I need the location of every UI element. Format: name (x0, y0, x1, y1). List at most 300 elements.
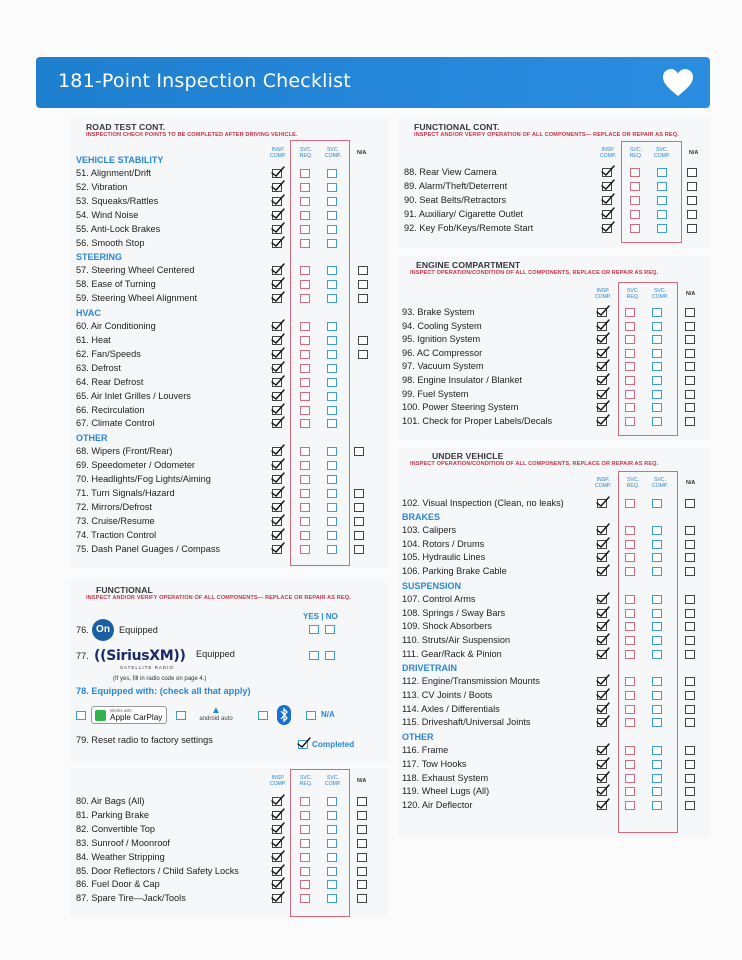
svc-req-checkbox[interactable] (625, 308, 635, 317)
checklist-item-label: 94. Cooling System (402, 320, 482, 331)
svc-columns-frame (618, 282, 678, 436)
check-mark-icon (271, 513, 285, 525)
na-checkbox[interactable] (687, 210, 697, 219)
svc-comp-checkbox[interactable] (327, 336, 337, 345)
check-mark-icon (596, 673, 610, 685)
col-header-na: N/A (357, 150, 367, 156)
na-checkbox[interactable] (357, 894, 367, 903)
na-checkbox[interactable] (358, 336, 368, 345)
na-checkbox[interactable] (685, 650, 695, 659)
svc-comp-checkbox[interactable] (652, 760, 662, 769)
svc-req-checkbox[interactable] (300, 825, 310, 834)
checklist-item-label: 116. Frame (402, 745, 449, 756)
svc-req-checkbox[interactable] (300, 336, 310, 345)
col-header-svc-comp: SVC. COMP. (324, 775, 342, 787)
item-77-yes-checkbox[interactable] (309, 651, 319, 660)
check-mark-icon (271, 443, 285, 455)
na-checkbox[interactable] (685, 390, 695, 399)
svc-comp-checkbox[interactable] (327, 797, 337, 806)
checklist-item-label: 104. Rotors / Drums (402, 538, 485, 549)
checklist-item-label: 92. Key Fob/Keys/Remote Start (404, 222, 534, 233)
na-checkbox[interactable] (357, 797, 367, 806)
svc-comp-checkbox[interactable] (652, 595, 662, 604)
checklist-item-label: 85. Door Reflectors / Child Safety Locks (76, 865, 239, 876)
svc-req-checkbox[interactable] (625, 622, 635, 631)
na-checkbox[interactable] (357, 867, 367, 876)
na-checkbox[interactable] (685, 636, 695, 645)
na-checkbox[interactable] (687, 224, 697, 233)
check-mark-icon (271, 332, 285, 344)
na-checkbox[interactable] (685, 760, 695, 769)
na-checkbox[interactable] (358, 280, 368, 289)
check-mark-icon (271, 290, 285, 302)
check-mark-icon (271, 457, 285, 469)
na-checkbox[interactable] (354, 489, 364, 498)
check-mark-icon (596, 783, 610, 795)
item-77-label: Equipped (196, 649, 235, 659)
check-mark-icon (596, 797, 610, 809)
svc-comp-checkbox[interactable] (327, 294, 337, 303)
svc-req-checkbox[interactable] (300, 350, 310, 359)
checklist-item-label: 119. Wheel Lugs (All) (402, 786, 490, 797)
checklist-item-label: 91. Auxiliary/ Cigarette Outlet (404, 208, 523, 219)
svc-req-checkbox[interactable] (625, 376, 635, 385)
svc-req-checkbox[interactable] (625, 526, 635, 535)
na-checkbox[interactable] (685, 376, 695, 385)
svc-comp-checkbox[interactable] (327, 378, 337, 387)
svc-comp-checkbox[interactable] (327, 169, 337, 178)
svc-req-checkbox[interactable] (625, 595, 635, 604)
na-checkbox[interactable] (685, 403, 695, 412)
check-mark-icon (271, 374, 285, 386)
svc-comp-checkbox[interactable] (652, 567, 662, 576)
svc-req-checkbox[interactable] (300, 811, 310, 820)
na-checkbox[interactable] (685, 349, 695, 358)
svc-comp-checkbox[interactable] (327, 239, 337, 248)
check-mark-icon (596, 318, 610, 330)
checklist-item-label: 71. Turn Signals/Hazard (76, 488, 175, 498)
check-mark-icon (271, 471, 285, 483)
svc-comp-checkbox[interactable] (652, 801, 662, 810)
svc-req-checkbox[interactable] (625, 609, 635, 618)
category-heading: STEERING (76, 252, 123, 263)
svc-comp-checkbox[interactable] (657, 168, 667, 177)
svc-req-checkbox[interactable] (625, 677, 635, 686)
svc-comp-checkbox[interactable] (327, 811, 337, 820)
category-heading: HVAC (76, 308, 101, 319)
svc-req-checkbox[interactable] (300, 545, 310, 554)
checklist-item-label: 112. Engine/Transmission Mounts (402, 676, 540, 687)
item-76-label: Equipped (119, 625, 158, 635)
svc-comp-checkbox[interactable] (327, 364, 337, 373)
svc-comp-checkbox[interactable] (652, 540, 662, 549)
checklist-item-label: 65. Air Inlet Grilles / Louvers (76, 390, 191, 401)
col-header-na: N/A (686, 480, 696, 486)
checklist-item-label: 82. Convertible Top (76, 823, 155, 834)
svc-req-checkbox[interactable] (300, 419, 310, 428)
svc-comp-checkbox[interactable] (652, 609, 662, 618)
svc-req-checkbox[interactable] (630, 210, 640, 219)
svc-comp-checkbox[interactable] (652, 526, 662, 535)
svc-comp-checkbox[interactable] (652, 390, 662, 399)
item-76-no-checkbox[interactable] (325, 625, 335, 634)
checklist-item-label: 74. Traction Control (76, 529, 157, 540)
check-mark-icon (271, 388, 285, 400)
svc-req-checkbox[interactable] (300, 853, 310, 862)
svc-comp-checkbox[interactable] (327, 266, 337, 275)
na-checkbox[interactable] (685, 526, 695, 535)
svc-comp-checkbox[interactable] (652, 774, 662, 783)
svc-req-checkbox[interactable] (300, 183, 310, 192)
svc-comp-checkbox[interactable] (652, 499, 662, 508)
check-mark-icon (596, 358, 610, 370)
page-title: 181-Point Inspection Checklist (58, 70, 351, 92)
na-checkbox[interactable] (685, 705, 695, 714)
svc-req-checkbox[interactable] (630, 182, 640, 191)
na-checkbox[interactable] (358, 294, 368, 303)
svc-comp-checkbox[interactable] (657, 196, 667, 205)
check-mark-icon (596, 536, 610, 548)
svc-req-checkbox[interactable] (300, 489, 310, 498)
svc-comp-checkbox[interactable] (327, 225, 337, 234)
check-mark-icon (596, 701, 610, 713)
svc-comp-checkbox[interactable] (327, 197, 337, 206)
svc-comp-checkbox[interactable] (327, 825, 337, 834)
carplay-small-label: Works with (110, 708, 132, 713)
svc-req-checkbox[interactable] (300, 461, 310, 470)
na-checkbox[interactable] (357, 825, 367, 834)
svc-comp-checkbox[interactable] (652, 403, 662, 412)
category-heading: OTHER (76, 433, 108, 444)
svc-comp-checkbox[interactable] (327, 489, 337, 498)
svc-comp-checkbox[interactable] (327, 545, 337, 554)
na-checkbox[interactable] (685, 567, 695, 576)
svc-comp-checkbox[interactable] (652, 705, 662, 714)
section-title-under: UNDER VEHICLE (432, 451, 504, 461)
check-mark-icon (271, 485, 285, 497)
svc-req-checkbox[interactable] (300, 266, 310, 275)
svc-comp-checkbox[interactable] (652, 417, 662, 426)
checklist-item-label: 56. Smooth Stop (76, 237, 145, 248)
svc-comp-checkbox[interactable] (652, 308, 662, 317)
bluetooth-checkbox[interactable] (258, 711, 268, 720)
svc-comp-checkbox[interactable] (652, 622, 662, 631)
svc-comp-checkbox[interactable] (652, 718, 662, 727)
na-checkbox[interactable] (685, 774, 695, 783)
svc-req-checkbox[interactable] (625, 705, 635, 714)
section-subtitle-road-test: INSPECTION CHECK POINTS TO BE COMPLETED AFTER DRIVING VEHICLE. (86, 132, 298, 138)
svc-comp-checkbox[interactable] (652, 650, 662, 659)
na-checkbox[interactable] (685, 718, 695, 727)
col-header-svc-comp: SVC. COMP. (651, 477, 669, 489)
check-mark-icon (271, 179, 285, 191)
svc-req-checkbox[interactable] (300, 280, 310, 289)
checklist-item-label: 84. Weather Stripping (76, 851, 165, 862)
svc-req-checkbox[interactable] (300, 447, 310, 456)
checklist-item-label: 62. Fan/Speeds (76, 348, 141, 359)
svc-comp-checkbox[interactable] (652, 787, 662, 796)
na-checkbox[interactable] (354, 503, 364, 512)
svc-comp-checkbox[interactable] (327, 419, 337, 428)
checklist-item-label: 108. Springs / Sway Bars (402, 607, 506, 618)
checklist-item-label: 113. CV Joints / Boots (402, 690, 493, 700)
svc-req-checkbox[interactable] (625, 650, 635, 659)
svc-comp-checkbox[interactable] (652, 746, 662, 755)
svc-comp-checkbox[interactable] (327, 517, 337, 526)
svc-req-checkbox[interactable] (300, 406, 310, 415)
svc-req-checkbox[interactable] (300, 378, 310, 387)
na-checkbox[interactable] (357, 880, 367, 889)
svc-req-checkbox[interactable] (630, 224, 640, 233)
svc-req-checkbox[interactable] (625, 801, 635, 810)
col-header-insp: INSP. COMP. (269, 147, 287, 159)
checklist-item-label: 69. Speedometer / Odometer (76, 460, 195, 471)
na-checkbox[interactable] (354, 545, 364, 554)
svc-req-checkbox[interactable] (625, 335, 635, 344)
carplay-label: Apple CarPlay (110, 713, 163, 722)
svc-comp-checkbox[interactable] (327, 503, 337, 512)
check-mark-icon (596, 304, 610, 316)
svc-comp-checkbox[interactable] (652, 322, 662, 331)
svc-req-checkbox[interactable] (625, 636, 635, 645)
android-auto-icon: ▲ (211, 705, 221, 716)
svc-comp-checkbox[interactable] (327, 867, 337, 876)
na-checkbox[interactable] (685, 308, 695, 317)
svc-req-checkbox[interactable] (625, 774, 635, 783)
svc-req-checkbox[interactable] (300, 197, 310, 206)
na-checkbox[interactable] (354, 531, 364, 540)
section-title-functional-cont: FUNCTIONAL CONT. (414, 122, 500, 132)
na-checkbox[interactable] (358, 266, 368, 275)
svc-req-checkbox[interactable] (625, 322, 635, 331)
item-76-yes-checkbox[interactable] (309, 625, 319, 634)
svc-comp-checkbox[interactable] (327, 211, 337, 220)
checklist-item-label: 80. Air Bags (All) (76, 796, 145, 806)
na-checkbox[interactable] (357, 853, 367, 862)
svc-comp-checkbox[interactable] (657, 224, 667, 233)
check-mark-icon (601, 206, 615, 218)
check-mark-icon (271, 890, 285, 902)
item-77-no-checkbox[interactable] (325, 651, 335, 660)
svc-comp-checkbox[interactable] (327, 839, 337, 848)
na-checkbox[interactable] (685, 417, 695, 426)
svc-req-checkbox[interactable] (300, 839, 310, 848)
radio-code-note: (If yes, fill in radio code on page 4.) (113, 676, 207, 682)
svc-req-checkbox[interactable] (300, 797, 310, 806)
carplay-checkbox[interactable] (76, 711, 86, 720)
col-header-na: N/A (686, 291, 696, 297)
svc-req-checkbox[interactable] (300, 364, 310, 373)
svc-req-checkbox[interactable] (300, 225, 310, 234)
check-mark-icon (601, 178, 615, 190)
category-heading: OTHER (402, 732, 434, 743)
section-title-road-test: ROAD TEST CONT. (86, 122, 166, 132)
svc-req-checkbox[interactable] (630, 196, 640, 205)
item-76-number: 76. (76, 625, 89, 635)
svc-req-checkbox[interactable] (300, 880, 310, 889)
na-checkbox[interactable] (687, 182, 697, 191)
na-checkbox[interactable] (358, 350, 368, 359)
svc-comp-checkbox[interactable] (652, 636, 662, 645)
svc-req-checkbox[interactable] (300, 894, 310, 903)
check-mark-icon (601, 220, 615, 232)
na-checkbox[interactable] (357, 811, 367, 820)
svc-req-checkbox[interactable] (300, 239, 310, 248)
svc-comp-checkbox[interactable] (327, 322, 337, 331)
svc-req-checkbox[interactable] (300, 294, 310, 303)
na-checkbox[interactable] (685, 691, 695, 700)
svc-comp-checkbox[interactable] (327, 392, 337, 401)
svc-req-checkbox[interactable] (625, 691, 635, 700)
svc-req-checkbox[interactable] (300, 392, 310, 401)
check-mark-icon (271, 835, 285, 847)
svc-req-checkbox[interactable] (300, 475, 310, 484)
section-title-functional: FUNCTIONAL (96, 585, 153, 595)
svc-comp-checkbox[interactable] (327, 406, 337, 415)
svc-req-checkbox[interactable] (625, 349, 635, 358)
svc-columns-frame (290, 769, 350, 917)
svc-comp-checkbox[interactable] (327, 894, 337, 903)
na-checkbox[interactable] (357, 839, 367, 848)
bluetooth-icon (277, 705, 291, 725)
na-checkbox[interactable] (685, 801, 695, 810)
svc-comp-checkbox[interactable] (652, 677, 662, 686)
check-mark-icon (596, 605, 610, 617)
check-mark-icon (271, 262, 285, 274)
na-checkbox[interactable] (685, 362, 695, 371)
carplay-icon (95, 710, 106, 721)
check-mark-icon (271, 402, 285, 414)
svc-comp-checkbox[interactable] (657, 182, 667, 191)
svc-req-checkbox[interactable] (625, 718, 635, 727)
svc-req-checkbox[interactable] (300, 531, 310, 540)
na-checkbox[interactable] (685, 787, 695, 796)
check-mark-icon (271, 821, 285, 833)
na-checkbox[interactable] (685, 622, 695, 631)
svc-req-checkbox[interactable] (300, 322, 310, 331)
na-checkbox[interactable] (685, 540, 695, 549)
svc-req-checkbox[interactable] (625, 746, 635, 755)
check-mark-icon (601, 192, 615, 204)
checklist-item-label: 63. Defrost (76, 362, 121, 373)
svc-req-checkbox[interactable] (625, 567, 635, 576)
na-checkbox[interactable] (354, 447, 364, 456)
check-mark-icon (271, 193, 285, 205)
svc-comp-checkbox[interactable] (327, 447, 337, 456)
na-checkbox[interactable] (685, 746, 695, 755)
na-checkbox[interactable] (687, 196, 697, 205)
svc-req-checkbox[interactable] (625, 540, 635, 549)
checklist-item-label: 100. Power Steering System (402, 402, 519, 413)
svc-comp-checkbox[interactable] (327, 183, 337, 192)
svc-req-checkbox[interactable] (630, 168, 640, 177)
na-checkbox[interactable] (687, 168, 697, 177)
svc-comp-checkbox[interactable] (327, 350, 337, 359)
checklist-item-label: 57. Steering Wheel Centered (76, 265, 195, 276)
svc-req-checkbox[interactable] (625, 390, 635, 399)
na-checkbox[interactable] (685, 595, 695, 604)
radio-na-checkbox[interactable] (306, 711, 316, 720)
checklist-item-label: 53. Squeaks/Rattles (76, 195, 159, 206)
checklist-item-label: 83. Sunroof / Moonroof (76, 837, 170, 848)
svc-comp-checkbox[interactable] (652, 362, 662, 371)
page-header (36, 57, 710, 108)
checklist-item-label: 54. Wind Noise (76, 209, 139, 220)
checklist-item-label: 68. Wipers (Front/Rear) (76, 446, 173, 457)
svc-req-checkbox[interactable] (300, 517, 310, 526)
check-mark-icon (271, 360, 285, 372)
na-checkbox[interactable] (685, 609, 695, 618)
checklist-item-label: 98. Engine Insulator / Blanket (402, 375, 523, 385)
checklist-item-label: 72. Mirrors/Defrost (76, 501, 153, 512)
check-mark-icon (596, 522, 610, 534)
svc-req-checkbox[interactable] (300, 867, 310, 876)
svc-req-checkbox[interactable] (625, 403, 635, 412)
svc-req-checkbox[interactable] (625, 362, 635, 371)
checklist-item-label: 89. Alarm/Theft/Deterrent (404, 180, 508, 191)
check-mark-icon (271, 849, 285, 861)
check-mark-icon (596, 331, 610, 343)
svc-comp-checkbox[interactable] (652, 349, 662, 358)
checklist-item-label: 109. Shock Absorbers (402, 621, 492, 632)
svc-req-checkbox[interactable] (625, 760, 635, 769)
na-checkbox[interactable] (685, 677, 695, 686)
check-mark-icon (271, 221, 285, 233)
na-checkbox[interactable] (685, 322, 695, 331)
svc-comp-checkbox[interactable] (327, 880, 337, 889)
check-mark-icon (596, 714, 610, 726)
svc-comp-checkbox[interactable] (327, 280, 337, 289)
check-mark-icon (271, 207, 285, 219)
na-checkbox[interactable] (685, 499, 695, 508)
svc-req-checkbox[interactable] (625, 553, 635, 562)
svc-req-checkbox[interactable] (625, 417, 635, 426)
svc-req-checkbox[interactable] (625, 499, 635, 508)
svc-req-checkbox[interactable] (300, 503, 310, 512)
na-checkbox[interactable] (354, 517, 364, 526)
checklist-item-label: 75. Dash Panel Guages / Compass (76, 543, 221, 554)
svc-req-checkbox[interactable] (625, 787, 635, 796)
checklist-item-label: 55. Anti-Lock Brakes (76, 223, 161, 234)
na-checkbox[interactable] (685, 553, 695, 562)
checklist-item-label: 97. Vacuum System (402, 361, 484, 372)
svc-req-checkbox[interactable] (300, 211, 310, 220)
svc-comp-checkbox[interactable] (657, 210, 667, 219)
svc-comp-checkbox[interactable] (327, 531, 337, 540)
heart-icon (660, 65, 696, 101)
radio-na-label: N/A (321, 710, 335, 719)
col-header-insp: INSP. COMP. (599, 147, 617, 159)
checklist-item-label: 114. Axles / Differentials (402, 703, 500, 714)
check-mark-icon (271, 499, 285, 511)
android-auto-logo (191, 706, 241, 722)
check-mark-icon (271, 863, 285, 875)
android-auto-checkbox[interactable] (176, 711, 186, 720)
category-heading: SUSPENSION (402, 580, 462, 591)
checklist-item-label: 87. Spare Tire—Jack/Tools (76, 893, 186, 904)
svc-req-checkbox[interactable] (300, 169, 310, 178)
na-checkbox[interactable] (685, 335, 695, 344)
svc-comp-checkbox[interactable] (652, 376, 662, 385)
svc-comp-checkbox[interactable] (327, 475, 337, 484)
checklist-item-label: 111. Gear/Rack & Pinion (402, 648, 502, 659)
svc-comp-checkbox[interactable] (652, 691, 662, 700)
svc-comp-checkbox[interactable] (652, 335, 662, 344)
svc-comp-checkbox[interactable] (327, 461, 337, 470)
svc-comp-checkbox[interactable] (327, 853, 337, 862)
svc-comp-checkbox[interactable] (652, 553, 662, 562)
check-mark-icon (271, 807, 285, 819)
